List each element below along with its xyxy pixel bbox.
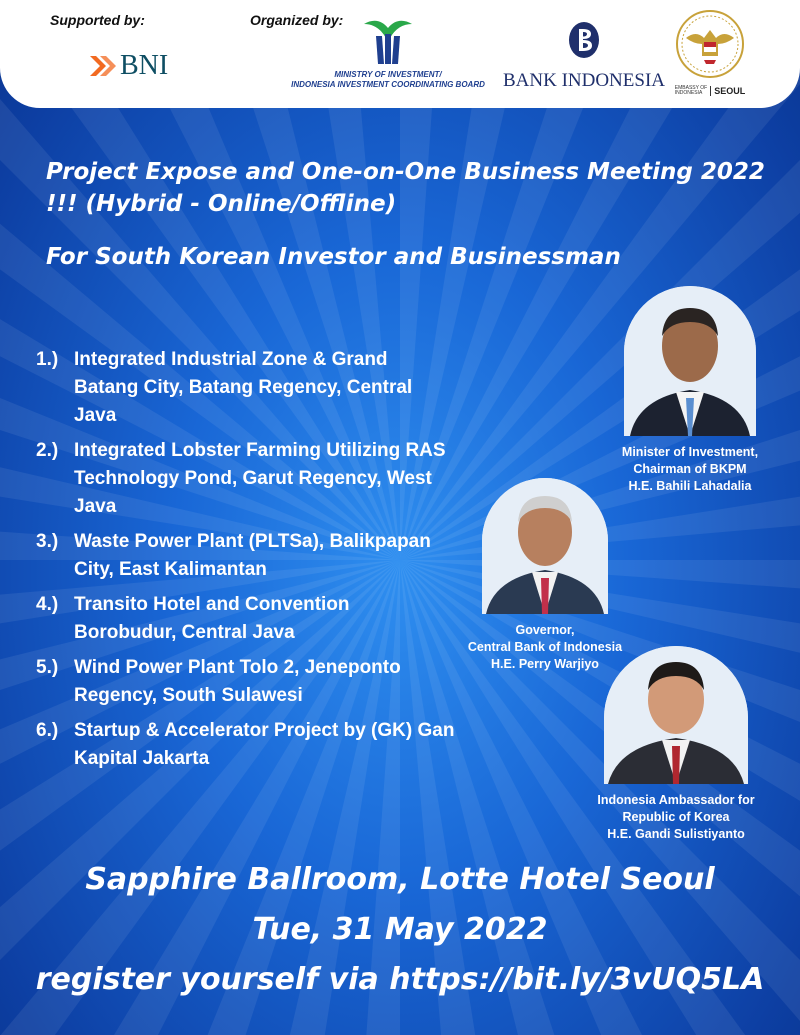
ministry-logo (282, 14, 494, 90)
garuda-emblem-icon (674, 8, 746, 80)
bank-indonesia-logo-text: BANK INDONESIA (502, 70, 666, 91)
governor-caption-line1: Governor, (515, 623, 575, 637)
bni-logo (88, 50, 168, 82)
minister-portrait (624, 286, 756, 436)
project-item (36, 717, 456, 773)
official-minister (600, 286, 780, 495)
official-ambassador (578, 646, 774, 843)
embassy-city-text: SEOUL (710, 86, 745, 96)
ministry-name-line2: INDONESIA INVESTMENT COORDINATING BOARD (291, 80, 485, 89)
project-title: Startup & Accelerator Project by (GK) Gan Kapital Jakarta (74, 720, 455, 769)
project-item (36, 437, 456, 521)
project-title: Wind Power Plant Tolo 2, Jeneponto Regency, South Sulawesi (74, 657, 401, 706)
supported-by-label: Supported by: (50, 12, 145, 28)
project-number: 4.) (36, 594, 59, 615)
governor-caption-line2: Central Bank of Indonesia (467, 640, 623, 654)
ambassador-caption-line3: H.E. Gandi Sulistiyanto (607, 827, 745, 841)
bank-indonesia-logo (502, 20, 666, 92)
embassy-small-text-1: EMBASSY OF (674, 85, 708, 91)
project-number: 3.) (36, 531, 59, 552)
organized-by-label: Organized by: (250, 12, 344, 28)
project-number: 5.) (36, 657, 59, 678)
ambassador-caption-line1: Indonesia Ambassador for (597, 793, 755, 807)
project-number: 6.) (36, 720, 59, 741)
registration-link[interactable]: register yourself via https://bit.ly/3vUQ5LA (35, 962, 765, 997)
ministry-name-line1: MINISTRY OF INVESTMENT/ (334, 70, 442, 79)
sponsor-header (0, 0, 800, 108)
governor-caption-line3: H.E. Perry Warjiyo (491, 657, 599, 671)
project-title: Integrated Lobster Farming Utilizing RAS Technology Pond, Garut Regency, West Java (74, 440, 446, 517)
event-venue: Sapphire Ballroom, Lotte Hotel Seoul (85, 862, 715, 897)
project-item (36, 654, 456, 710)
project-list (36, 346, 456, 780)
project-title: Waste Power Plant (PLTSa), Balikpapan City, East Kalimantan (74, 531, 431, 580)
ambassador-caption-line2: Republic of Korea (622, 810, 730, 824)
bni-logo-text: BNI (120, 50, 169, 81)
official-governor (450, 478, 640, 673)
project-item (36, 528, 456, 584)
project-number: 1.) (36, 349, 59, 370)
minister-caption-line2: Chairman of BKPM (633, 462, 747, 476)
ambassador-portrait (604, 646, 748, 784)
minister-caption-line1: Minister of Investment, (621, 445, 759, 459)
project-item (36, 591, 456, 647)
bank-indonesia-emblem-icon (566, 20, 602, 60)
project-number: 2.) (36, 440, 59, 461)
project-item (36, 346, 456, 430)
project-title: Integrated Industrial Zone & Grand Batang City, Batang Regency, Central Java (74, 349, 413, 426)
ministry-emblem-icon (358, 14, 418, 66)
bni-mark-icon (88, 54, 116, 78)
project-title: Transito Hotel and Convention Borobudur, Central Java (74, 594, 350, 643)
governor-portrait (482, 478, 608, 614)
minister-caption-line3: H.E. Bahili Lahadalia (628, 479, 752, 493)
event-subtitle: For South Korean Investor and Businessman (46, 244, 621, 270)
embassy-small-text-2: INDONESIA (674, 90, 703, 96)
embassy-logo (668, 8, 752, 96)
event-title: Project Expose and One-on-One Business Meeting 2022 !!! (Hybrid - Online/Offline) (46, 159, 765, 217)
event-date: Tue, 31 May 2022 (252, 912, 548, 947)
